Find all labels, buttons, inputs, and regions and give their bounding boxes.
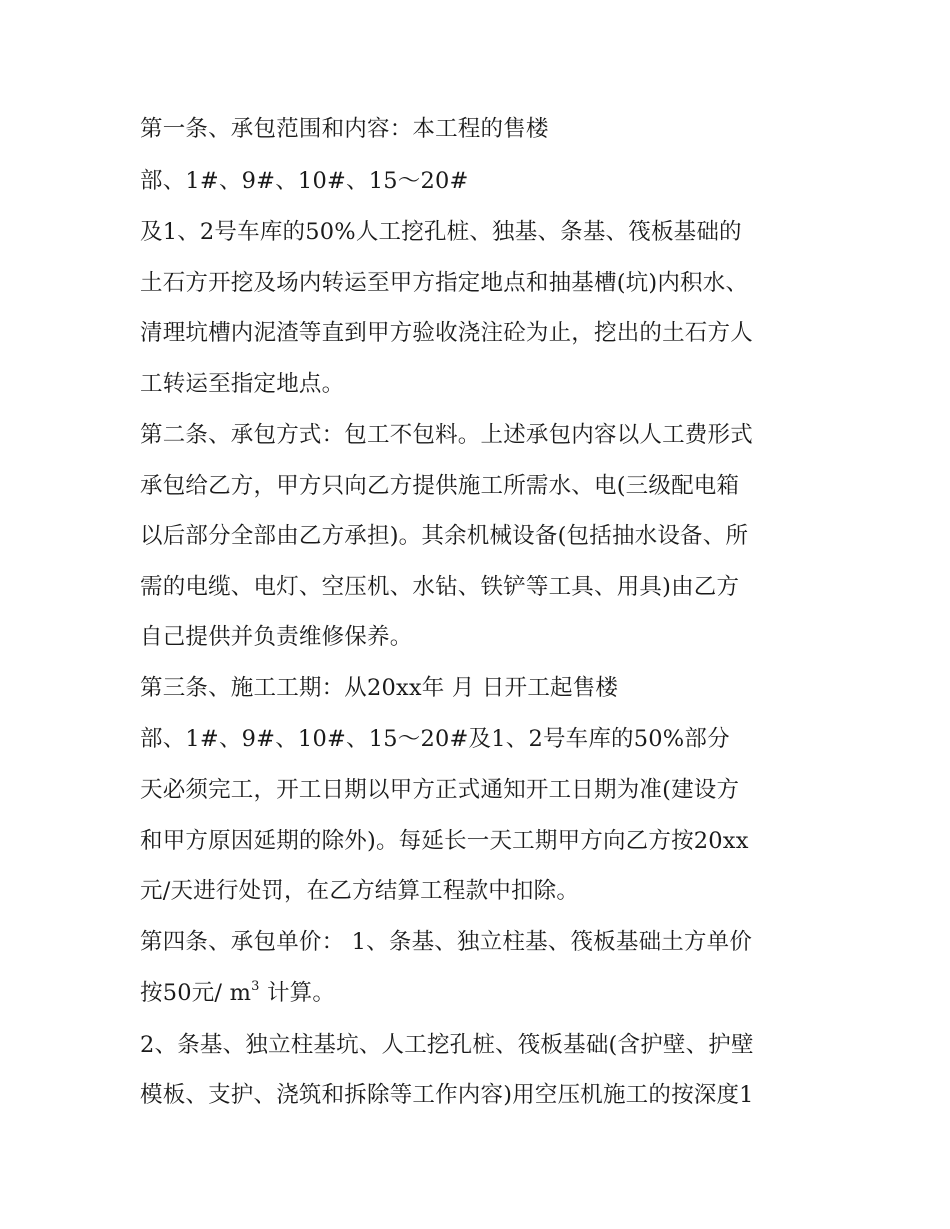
unit-price-line	[140, 978, 335, 1008]
text-line-1: 第一条、承包范围和内容：本工程的售楼	[140, 116, 549, 142]
unit-price-suffix: 计算。	[259, 980, 336, 1006]
text-line-15: 和甲方原因延期的除外)。每延长一天工期甲方向乙方按20xx	[140, 828, 749, 854]
text-line-4: 土石方开挖及场内转运至甲方指定地点和抽基槽(坑)内积水、	[140, 270, 749, 296]
text-line-16: 元/天进行处罚，在乙方结算工程款中扣除。	[140, 878, 580, 904]
unit-price-text: 按50元/ m	[140, 980, 252, 1006]
text-line-20: 模板、支护、浇筑和拆除等工作内容)用空压机施工的按深度1	[140, 1082, 754, 1108]
text-line-13: 部、1#、9#、10#、15～20#及1、2号车库的50%部分	[140, 726, 730, 752]
cubic-superscript: 3	[251, 978, 260, 994]
text-line-6: 工转运至指定地点。	[140, 371, 345, 397]
text-line-12: 第三条、施工工期：从20xx年 月 日开工起售楼	[140, 675, 619, 701]
text-line-17: 第四条、承包单价： 1、条基、独立柱基、筏板基础土方单价	[140, 929, 753, 955]
text-line-19: 2、条基、独立柱基坑、人工挖孔桩、筏板基础(含护壁、护壁	[140, 1032, 754, 1058]
text-line-9: 以后部分全部由乙方承担)。其余机械设备(包括抽水设备、所	[140, 523, 749, 549]
text-line-3: 及1、2号车库的50%人工挖孔桩、独基、条基、筏板基础的	[140, 219, 742, 245]
text-line-8: 承包给乙方，甲方只向乙方提供施工所需水、电(三级配电箱	[140, 473, 740, 499]
text-line-5: 清理坑槽内泥渣等直到甲方验收浇注砼为止，挖出的土石方人	[140, 320, 753, 346]
text-line-11: 自己提供并负责维修保养。	[140, 624, 413, 650]
text-line-7: 第二条、承包方式：包工不包料。上述承包内容以人工费形式	[140, 422, 753, 448]
text-line-14: 天必须完工，开工日期以甲方正式通知开工日期为准(建设方	[140, 777, 740, 803]
text-line-2: 部、1#、9#、10#、15～20#	[140, 168, 469, 194]
text-line-10: 需的电缆、电灯、空压机、水钻、铁铲等工具、用具)由乙方	[140, 574, 740, 600]
